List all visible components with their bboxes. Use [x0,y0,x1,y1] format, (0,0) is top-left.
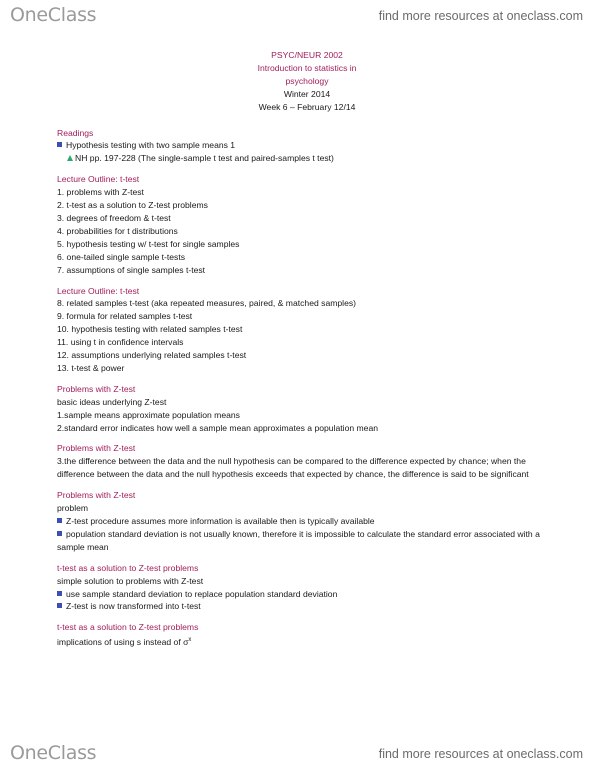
text-line [57,634,547,649]
solution2-title: t-test as a solution to Z-test problems [57,622,199,633]
problems3-title: Problems with Z-test [57,490,136,501]
course-name-line2: psychology [285,75,329,86]
readings-section [57,127,547,166]
bullet-item [57,588,547,601]
document-body [57,49,547,649]
bullet-item [57,600,547,613]
list-item: 5. hypothesis testing w/ t-test for single samples [57,238,240,249]
page-header [0,0,595,32]
bullet-text: Z-test is now transformed into t-test [66,601,201,612]
list-item: 11. using t in confidence intervals [57,337,184,348]
oneclass-logo[interactable]: OneClass [10,742,97,764]
outline2-title: Lecture Outline: t-test [57,285,140,296]
bullet-text: Z-test procedure assumes more information is available then is typically available [66,516,375,526]
outline1-section [57,173,547,276]
list-item: 9. formula for related samples t-test [57,311,193,322]
list-item: 10. hypothesis testing with related samples t-test [57,324,243,335]
triangle-bullet-icon [67,155,73,161]
bullet-item [57,515,547,528]
solution1-title: t-test as a solution to Z-test problems [57,562,199,573]
list-item: 8. related samples t-test (aka repeated measures, paired, & matched samples) [57,298,357,309]
course-code: PSYC/NEUR 2002 [271,50,343,60]
title-block [67,49,547,114]
list-item: 1. problems with Z-test [57,187,144,198]
list-item: 6. one-tailed single sample t-tests [57,251,186,262]
solution2-section [57,621,547,649]
problems3-section [57,489,547,554]
list-item: 3. degrees of freedom & t-test [57,212,171,223]
page-footer [0,738,595,770]
text-line: basic ideas underlying Z-test [57,396,167,407]
square-bullet-icon [57,591,62,596]
text-line: problem [57,503,89,514]
readings-subitem [57,152,547,165]
course-name-line1: Introduction to statistics in [257,62,357,73]
text-line: 1.sample means approximate population means [57,409,240,420]
readings-item-text: Hypothesis testing with two sample means 1 [66,140,236,151]
readings-item [57,139,547,152]
paragraph: 3.the difference between the data and the null hypothesis can be compared to the difference expected by chance; when the difference between the data and the null hypothesis exceeds that expected by chance, the difference is said to be significant [57,456,529,480]
problems2-title: Problems with Z-test [57,443,136,454]
bullet-text: use sample standard deviation to replace population standard deviation [66,588,338,599]
sigma-subscript: x [188,637,192,644]
square-bullet-icon [57,531,62,536]
problems2-section [57,442,547,481]
list-item: 13. t-test & power [57,362,125,373]
list-item: 2. t-test as a solution to Z-test problems [57,200,208,211]
outline1-title: Lecture Outline: t-test [57,174,140,185]
readings-title: Readings [57,127,94,138]
list-item: 7. assumptions of single samples t-test [57,264,206,275]
square-bullet-icon [57,142,62,147]
readings-subitem-text: NH pp. 197-228 (The single-sample t test and paired-samples t test) [75,153,334,164]
solution1-section [57,562,547,614]
problems1-title: Problems with Z-test [57,383,136,394]
implications-text: implications of using s instead of σ [57,637,189,648]
square-bullet-icon [57,603,62,608]
text-line: simple solution to problems with Z-test [57,575,204,586]
list-item: 12. assumptions underlying related samples t-test [57,350,247,361]
oneclass-logo[interactable]: OneClass [10,4,97,26]
resources-link[interactable]: find more resources at oneclass.com [378,9,583,23]
list-item: 4. probabilities for t distributions [57,225,178,236]
problems1-section [57,383,547,435]
outline2-section [57,285,547,375]
square-bullet-icon [57,518,62,523]
term: Winter 2014 [283,88,331,99]
bullet-item [57,528,547,554]
week: Week 6 – February 12/14 [258,101,356,112]
bullet-text: population standard deviation is not usually known, therefore it is impossible to calculate the standard error associated with a sample mean [57,528,540,552]
text-line: 2.standard error indicates how well a sample mean approximates a population mean [57,422,379,433]
resources-link[interactable]: find more resources at oneclass.com [378,747,583,761]
